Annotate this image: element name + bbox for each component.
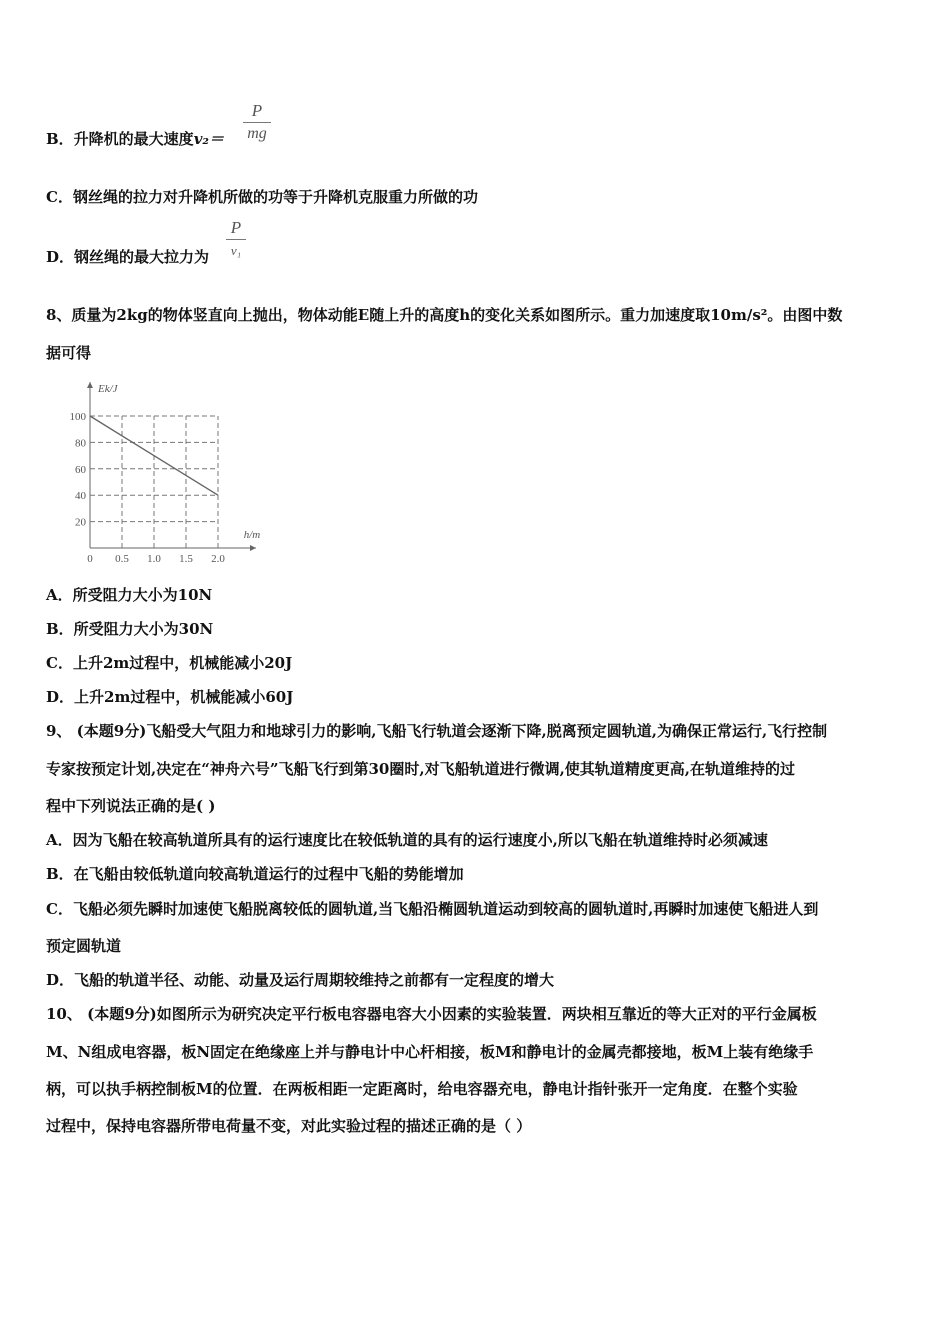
q8-option-b: B．所受阻力大小为30N [46, 620, 214, 638]
y-tick-label: 80 [75, 437, 86, 450]
q10-stem-line-2: M、N组成电容器，板N固定在绝缘座上并与静电计中心杆相接，板M和静电计的金属壳都接地，板M上装有绝缘手 [46, 1043, 814, 1061]
x-axis-arrow [250, 545, 256, 551]
q8-option-a: A．所受阻力大小为10N [46, 586, 213, 604]
q10-stem-line-1: 10、 (本题9分)如图所示为研究决定平行板电容器电容大小因素的实验装置．两块相互靠近的等大正对的平行金属板 [46, 1005, 817, 1023]
y-tick-label: 60 [75, 463, 86, 476]
q7-option-b-text: B．升降机的最大速度 [46, 130, 194, 148]
q8-stem-line-1: 8、质量为2kg的物体竖直向上抛出，物体动能E随上升的高度h的变化关系如图所示。重力加速度取10m/s²。由图中数 [46, 306, 843, 324]
q8-option-d: D．上升2m过程中，机械能减小60J [46, 688, 294, 706]
y-tick-label: 100 [69, 411, 86, 423]
q7-option-c: C．钢丝绳的拉力对升降机所做的功等于升降机克服重力所做的功 [46, 188, 478, 206]
q10-stem-line-3: 柄，可以执手柄控制板M的位置．在两板相距一定距离时，给电容器充电，静电计指针张开一定角度．在整个实验 [46, 1080, 798, 1098]
q9-stem-line-1: 9、 (本题9分)飞船受大气阻力和地球引力的影响,飞船飞行轨道会逐渐下降,脱离预定圆轨道,为确保正常运行,飞行控制 [46, 722, 828, 740]
q7-option-d [46, 246, 209, 267]
y-axis-arrow [87, 382, 93, 388]
q9-option-c: C．飞船必须先瞬时加速使飞船脱离较低的圆轨道,当飞船沿椭圆轨道运动到较高的圆轨道时,再瞬时加速使飞船进人到 [46, 900, 819, 918]
x-tick-label: 0.5 [115, 553, 129, 565]
fraction-numerator: P [251, 101, 263, 120]
q9-option-a: A．因为飞船在较高轨道所具有的运行速度比在较低轨道的具有的运行速度小,所以飞船在轨道维持时必须减速 [46, 831, 768, 849]
q8-stem-line-2: 据可得 [46, 344, 92, 362]
x-tick-label: 2.0 [211, 553, 225, 565]
x-tick-label: 0 [87, 553, 93, 565]
fraction-bar [243, 122, 271, 123]
fraction-denominator: mg [247, 125, 267, 142]
x-tick-label: 1.5 [179, 553, 193, 565]
q7-option-b [46, 128, 224, 149]
q9-option-d: D．飞船的轨道半径、动能、动量及运行周期较维持之前都有一定程度的增大 [46, 971, 555, 989]
q9-option-c-cont: 预定圆轨道 [46, 937, 122, 955]
x-tick-label: 1.0 [147, 553, 161, 565]
y-axis-label: Ek/J [98, 383, 118, 395]
q9-option-b: B．在飞船由较低轨道向较高轨道运行的过程中飞船的势能增加 [46, 865, 464, 883]
y-tick-label: 40 [75, 490, 86, 503]
q10-stem-line-4: 过程中，保持电容器所带电荷量不变，对此实验过程的描述正确的是（ ） [46, 1117, 532, 1135]
fraction-bar [226, 239, 246, 240]
q7-option-d-fraction [226, 219, 246, 260]
q8-chart [60, 378, 280, 568]
q9-stem-line-3: 程中下列说法正确的是( ) [46, 797, 216, 815]
q7-option-d-text: D．钢丝绳的最大拉力为 [46, 248, 210, 266]
x-axis-label: h/m [243, 529, 261, 541]
q8-option-c: C．上升2m过程中，机械能减小20J [46, 654, 293, 672]
fraction-denominator: v₁ [230, 243, 242, 258]
y-tick-label: 20 [75, 516, 86, 529]
q7-option-b-fraction [243, 102, 271, 143]
fraction-numerator: P [230, 218, 242, 237]
q9-stem-line-2: 专家按预定计划,决定在“神舟六号”飞船飞行到第30圈时,对飞船轨道进行微调,使其轨道精度更高,在轨道维持的过 [46, 760, 796, 778]
q7-option-b-var: v₂＝ [193, 130, 224, 148]
